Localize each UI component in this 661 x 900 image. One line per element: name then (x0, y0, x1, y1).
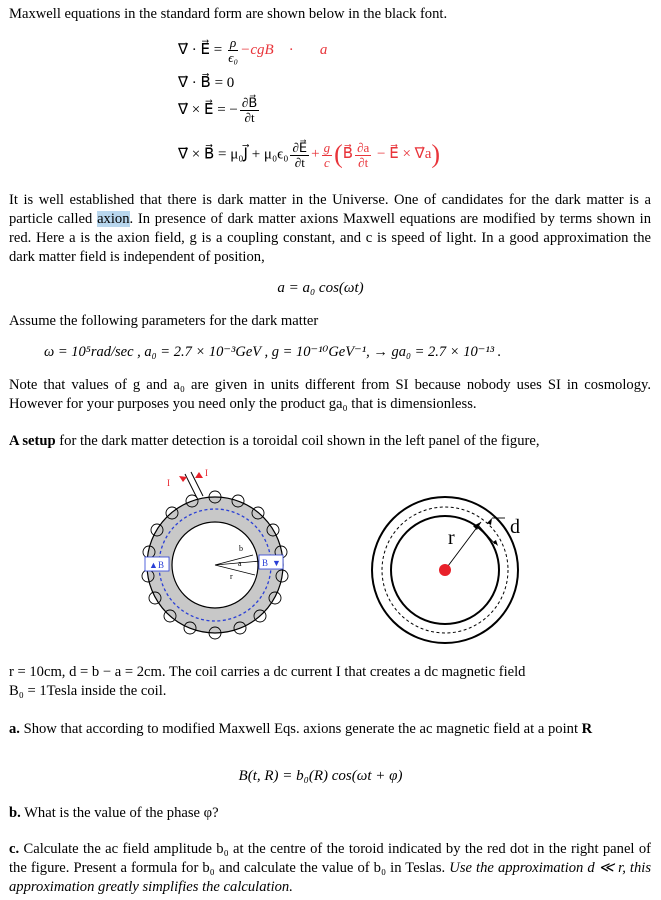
equation-faraday: ∇⃗ × E⃗ = − $\frac{\partial B⃗}{\partial t}$ (178, 95, 258, 125)
svg-text:▲: ▲ (149, 560, 158, 570)
figure-left-toroid (135, 462, 300, 652)
fraction-dB-dt: $\frac{\partial B⃗}{\partial t}$ (241, 95, 258, 125)
question-c: c. Calculate the ac field amplitude b₀ at the centre of the toroid indicated by the red dot in the right panel of the figure. Present a formula for b₀ and calculate the value of b₀ in Teslas. Use the approximation d ≪ r, this approximation greatly simplifies the calculation. (9, 841, 651, 895)
question-b: b. What is the value of the phase φ? (9, 805, 219, 821)
equation-axion-field: a = a₀ cos(ωt) (277, 280, 364, 296)
equation-ac-field: B(t, R) = b₀(R) cos(ωt + φ) (238, 768, 403, 784)
label-current-out: I (205, 468, 208, 478)
equation-gauss-magnetic: ∇⃗ · B⃗ = 0 (178, 75, 235, 91)
label-B-right: B (262, 558, 269, 568)
equation-gauss-electric: ∇⃗ · E⃗ = $\frac{\rho}{\text{ϵ₀}}$ −cgB⃗ · ∇⃗a (178, 35, 328, 65)
paragraph-setup: A setup for the dark matter detection is a toroidal coil shown in the left panel of the figure, (9, 433, 540, 449)
equation-parameters: ω = 10⁵rad/sec , a₀ = 2.7 × 10⁻³GeV , g = 10⁻¹⁰GeV⁻¹, → ga₀ = 2.7 × 10⁻¹³ . (44, 344, 502, 360)
label-b: b (239, 544, 243, 553)
paragraph-dark-matter: It is well established that there is dark matter in the Universe. One of candidates for the dark matter is a particle called axion. In presence of dark matter axions Maxwell equations are modified by terms shown in red. Here a is the axion field, g is a coupling constant, and c is speed of light. In a good approximation the dark matter field is independent of position, (9, 192, 651, 265)
intro-text: Maxwell equations in the standard form are shown below in the black font. (9, 6, 448, 22)
axion-term-2: + $\frac{g}{c}$ (B⃗ $\frac{\partial a}{\partial t}$ − E⃗ × ∇⃗a) (311, 139, 441, 170)
label-B-left: B (158, 560, 165, 570)
approximation-note: Use the approximation d ≪ r, this approximation greatly simplifies the calculation. (9, 860, 651, 895)
current-arrows (179, 472, 203, 482)
question-a: a. Show that according to modified Maxwell Eqs. axions generate the ac magnetic field at a point R (9, 721, 593, 737)
paragraph-assume-params: Assume the following parameters for the dark matter (9, 313, 319, 329)
label-current-in: I (167, 478, 170, 488)
svg-text:▼: ▼ (272, 558, 281, 568)
label-d: d (510, 516, 520, 538)
equation-ampere: ∇⃗ × B⃗ = μ₀J⃗ + μ₀ϵ₀ $\frac{\partial E⃗}{\partial t}$ + $\frac{g}{c}$ (B⃗ $\frac{\partial a}{\partial t}$ − E⃗ × ∇⃗a) (178, 139, 441, 170)
axion-term-1: −cgB⃗ · ∇⃗a (240, 41, 328, 58)
highlighted-word-axion: axion (97, 211, 130, 227)
fraction-rho-eps: $\frac{\rho}{\text{ϵ₀}}$ (228, 35, 238, 65)
fraction-dE-dt: $\frac{\partial E⃗}{\partial t}$ (292, 139, 308, 170)
paragraph-units-note: Note that values of g and a₀ are given in units different from SI because nobody uses SI in cosmology. However for your purposes you need only the product ga₀ that is dimensionless. (9, 377, 651, 412)
gap-line (479, 526, 495, 544)
figure-right-cross-section (365, 488, 535, 656)
label-r: r (230, 572, 233, 581)
label-r-right: r (448, 527, 455, 549)
center-red-dot (439, 564, 451, 576)
paragraph-dimensions: r = 10cm, d = b − a = 2cm. The coil carries a dc current I that creates a dc magnetic field B₀ = 1Tesla inside the coil. (9, 664, 526, 699)
label-a: a (238, 559, 242, 568)
